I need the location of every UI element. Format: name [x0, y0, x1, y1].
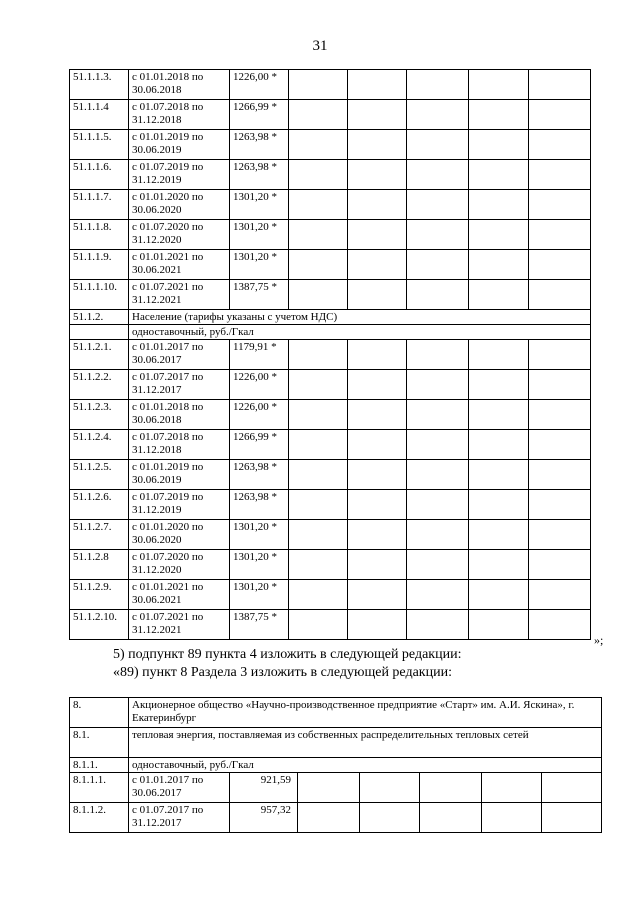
empty-cell [289, 550, 348, 580]
row-tariff-value: 1226,00 * [230, 70, 289, 100]
section-heading: Акционерное общество «Научно-производственное предприятие «Старт» им. А.И. Яскина», г. Екатеринбург [129, 698, 602, 728]
row-period: с 01.01.2020 по 30.06.2020 [129, 190, 230, 220]
row-code: 51.1.1.5. [70, 130, 129, 160]
empty-cell [469, 550, 529, 580]
table-row [70, 520, 591, 550]
empty-cell [407, 220, 469, 250]
empty-cell [469, 340, 529, 370]
row-period: с 01.01.2019 по 30.06.2019 [129, 460, 230, 490]
amendment-line-2: «89) пункт 8 Раздела 3 изложить в следующей редакции: [113, 665, 452, 680]
table-row [70, 490, 591, 520]
empty-cell [407, 490, 469, 520]
table-row [70, 580, 591, 610]
empty-cell [289, 580, 348, 610]
row-tariff-value: 1266,99 * [230, 430, 289, 460]
table-row [70, 430, 591, 460]
page-number: 31 [312, 38, 328, 54]
row-period: с 01.07.2018 по 31.12.2018 [129, 100, 230, 130]
row-tariff-value: 1263,98 * [230, 130, 289, 160]
empty-cell [529, 460, 591, 490]
empty-cell [289, 190, 348, 220]
empty-cell [407, 550, 469, 580]
empty-cell [348, 520, 407, 550]
table-row [70, 400, 591, 430]
empty-cell [529, 220, 591, 250]
empty-cell [482, 803, 542, 833]
empty-cell [348, 430, 407, 460]
empty-cell [348, 250, 407, 280]
row-period: с 01.01.2021 по 30.06.2021 [129, 580, 230, 610]
empty-cell [529, 400, 591, 430]
empty-cell [529, 580, 591, 610]
empty-cell [348, 70, 407, 100]
table-row [70, 698, 602, 728]
row-period: с 01.01.2021 по 30.06.2021 [129, 250, 230, 280]
table-row [70, 370, 591, 400]
table-row [70, 130, 591, 160]
empty-cell [420, 773, 482, 803]
table-row [70, 160, 591, 190]
closing-quote: »; [594, 633, 604, 647]
row-code: 51.1.1.4 [70, 100, 129, 130]
row-tariff-value: 1387,75 * [230, 280, 289, 310]
empty-cell [289, 490, 348, 520]
empty-cell [289, 400, 348, 430]
table-row [70, 310, 591, 325]
empty-cell [529, 190, 591, 220]
empty-cell [420, 803, 482, 833]
empty-cell [348, 550, 407, 580]
row-period: с 01.01.2018 по 30.06.2018 [129, 70, 230, 100]
row-period: с 01.01.2020 по 30.06.2020 [129, 520, 230, 550]
row-tariff-value: 1179,91 * [230, 340, 289, 370]
empty-cell [348, 490, 407, 520]
empty-cell [348, 610, 407, 640]
row-tariff-value: 1263,98 * [230, 490, 289, 520]
empty-cell [348, 130, 407, 160]
empty-cell [360, 803, 420, 833]
table-row [70, 190, 591, 220]
table-row [70, 70, 591, 100]
row-code: 51.1.1.10. [70, 280, 129, 310]
table-row [70, 803, 602, 833]
empty-cell [407, 370, 469, 400]
row-code: 51.1.1.8. [70, 220, 129, 250]
empty-cell [469, 580, 529, 610]
empty-cell [469, 70, 529, 100]
empty-cell [529, 370, 591, 400]
row-period: с 01.01.2018 по 30.06.2018 [129, 400, 230, 430]
row-period: с 01.01.2019 по 30.06.2019 [129, 130, 230, 160]
empty-cell [542, 773, 602, 803]
tariff-table-new-edition [69, 697, 602, 833]
row-code: 51.1.1.9. [70, 250, 129, 280]
empty-cell [348, 100, 407, 130]
tariff-table-continued [69, 69, 591, 640]
empty-cell [348, 340, 407, 370]
row-tariff-value: 1301,20 * [230, 220, 289, 250]
empty-cell [289, 280, 348, 310]
row-code: 8.1.1.2. [70, 803, 129, 833]
row-tariff-value: 1387,75 * [230, 610, 289, 640]
row-tariff-value: 1301,20 * [230, 190, 289, 220]
row-period: с 01.07.2020 по 31.12.2020 [129, 550, 230, 580]
empty-cell [529, 340, 591, 370]
row-tariff-value: 1263,98 * [230, 460, 289, 490]
row-period: с 01.01.2017 по 30.06.2017 [129, 773, 230, 803]
row-code: 51.1.2.6. [70, 490, 129, 520]
row-tariff-value: 921,59 [230, 773, 298, 803]
row-code: 51.1.2.9. [70, 580, 129, 610]
table-row [70, 220, 591, 250]
empty-cell [348, 190, 407, 220]
row-code: 51.1.1.3. [70, 70, 129, 100]
table-row [70, 460, 591, 490]
empty-cell [289, 130, 348, 160]
empty-cell [289, 370, 348, 400]
row-period: с 01.07.2017 по 31.12.2017 [129, 803, 230, 833]
row-tariff-value: 957,32 [230, 803, 298, 833]
empty-cell [529, 430, 591, 460]
row-code: 51.1.1.7. [70, 190, 129, 220]
empty-cell [469, 220, 529, 250]
table-row [70, 280, 591, 310]
empty-cell [469, 160, 529, 190]
empty-cell [407, 130, 469, 160]
amendment-line-1: 5) подпункт 89 пункта 4 изложить в следующей редакции: [113, 647, 462, 662]
section-heading: тепловая энергия, поставляемая из собственных распределительных тепловых сетей [129, 728, 602, 758]
empty-cell [407, 190, 469, 220]
empty-cell [289, 430, 348, 460]
empty-cell [469, 430, 529, 460]
row-tariff-value: 1301,20 * [230, 250, 289, 280]
empty-cell [529, 250, 591, 280]
empty-cell [529, 130, 591, 160]
empty-cell [407, 340, 469, 370]
empty-cell [469, 490, 529, 520]
empty-cell [407, 70, 469, 100]
empty-cell [529, 100, 591, 130]
empty-cell [529, 610, 591, 640]
row-tariff-value: 1226,00 * [230, 370, 289, 400]
row-tariff-value: 1301,20 * [230, 550, 289, 580]
empty-cell [407, 250, 469, 280]
empty-cell [348, 220, 407, 250]
row-period: с 01.07.2017 по 31.12.2017 [129, 370, 230, 400]
empty-cell [360, 773, 420, 803]
empty-cell [407, 160, 469, 190]
empty-cell [469, 610, 529, 640]
row-tariff-value: 1226,00 * [230, 400, 289, 430]
empty-cell [529, 490, 591, 520]
table-row [70, 340, 591, 370]
subsection-heading: одноставочный, руб./Гкал [129, 325, 591, 340]
empty-cell [407, 610, 469, 640]
empty-cell [348, 460, 407, 490]
row-code: 51.1.2.4. [70, 430, 129, 460]
row-code: 8.1.1. [70, 758, 129, 773]
empty-cell [289, 250, 348, 280]
table-row [70, 325, 591, 340]
empty-cell [348, 370, 407, 400]
empty-cell [407, 100, 469, 130]
row-code: 51.1.2.10. [70, 610, 129, 640]
row-tariff-value: 1263,98 * [230, 160, 289, 190]
row-tariff-value: 1301,20 * [230, 520, 289, 550]
empty-cell [407, 280, 469, 310]
empty-cell [469, 400, 529, 430]
empty-cell [289, 220, 348, 250]
table-row [70, 758, 602, 773]
table-row [70, 728, 602, 758]
empty-cell [289, 460, 348, 490]
empty-cell [529, 160, 591, 190]
empty-cell [469, 250, 529, 280]
empty-cell [289, 70, 348, 100]
row-code [70, 325, 129, 340]
empty-cell [407, 430, 469, 460]
row-period: с 01.01.2017 по 30.06.2017 [129, 340, 230, 370]
row-code: 51.1.2.7. [70, 520, 129, 550]
empty-cell [298, 773, 360, 803]
row-tariff-value: 1301,20 * [230, 580, 289, 610]
row-code: 8.1.1.1. [70, 773, 129, 803]
row-period: с 01.07.2019 по 31.12.2019 [129, 160, 230, 190]
row-period: с 01.07.2018 по 31.12.2018 [129, 430, 230, 460]
row-code: 51.1.2. [70, 310, 129, 325]
empty-cell [348, 160, 407, 190]
empty-cell [469, 520, 529, 550]
empty-cell [482, 773, 542, 803]
empty-cell [469, 190, 529, 220]
row-code: 51.1.1.6. [70, 160, 129, 190]
empty-cell [529, 550, 591, 580]
row-code: 51.1.2.5. [70, 460, 129, 490]
empty-cell [407, 400, 469, 430]
empty-cell [529, 70, 591, 100]
empty-cell [469, 460, 529, 490]
row-period: с 01.07.2019 по 31.12.2019 [129, 490, 230, 520]
empty-cell [529, 520, 591, 550]
row-period: с 01.07.2020 по 31.12.2020 [129, 220, 230, 250]
table-row [70, 610, 591, 640]
row-code: 51.1.2.8 [70, 550, 129, 580]
empty-cell [289, 100, 348, 130]
empty-cell [348, 580, 407, 610]
row-code: 51.1.2.3. [70, 400, 129, 430]
table-row [70, 550, 591, 580]
empty-cell [289, 610, 348, 640]
empty-cell [289, 160, 348, 190]
row-period: с 01.07.2021 по 31.12.2021 [129, 610, 230, 640]
row-period: с 01.07.2021 по 31.12.2021 [129, 280, 230, 310]
empty-cell [469, 280, 529, 310]
empty-cell [407, 460, 469, 490]
row-code: 8. [70, 698, 129, 728]
row-code: 51.1.2.1. [70, 340, 129, 370]
empty-cell [289, 340, 348, 370]
empty-cell [407, 580, 469, 610]
row-code: 51.1.2.2. [70, 370, 129, 400]
empty-cell [469, 100, 529, 130]
empty-cell [469, 130, 529, 160]
empty-cell [469, 370, 529, 400]
empty-cell [529, 280, 591, 310]
empty-cell [348, 280, 407, 310]
table-row [70, 773, 602, 803]
empty-cell [407, 520, 469, 550]
empty-cell [298, 803, 360, 833]
section-heading: Население (тарифы указаны с учетом НДС) [129, 310, 591, 325]
empty-cell [289, 520, 348, 550]
empty-cell [542, 803, 602, 833]
table-row [70, 100, 591, 130]
empty-cell [348, 400, 407, 430]
row-tariff-value: 1266,99 * [230, 100, 289, 130]
section-heading: одноставочный, руб./Гкал [129, 758, 602, 773]
table-row [70, 250, 591, 280]
row-code: 8.1. [70, 728, 129, 758]
